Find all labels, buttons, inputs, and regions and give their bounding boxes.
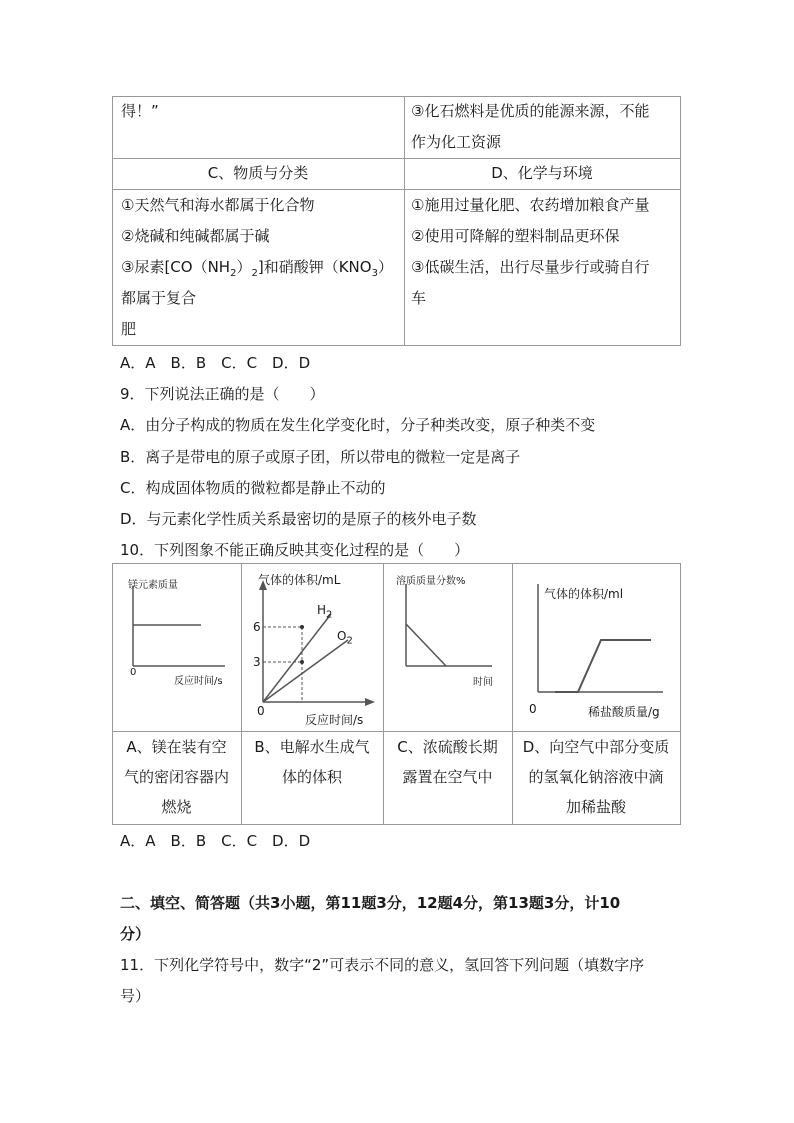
graph-d-line [555,640,651,692]
section2-heading: 二、填空、简答题（共3小题，第11题3分，12题4分，第13题3分，计10 [120,894,621,912]
section2-heading-cont: 分） [120,925,151,943]
c-item3: ③尿素$[CO(NH_2)_2]$和硝酸钾$(KNO_3)$ [121,258,393,279]
q10-options: A．A B．B C．C D．D [120,832,311,850]
q9-option-a: A．由分子构成的物质在发生化学变化时，分子种类改变，原子种类不变 [120,416,596,434]
d-item1: ①施用过量化肥、农药增加粮食产量 [411,196,650,214]
graph-d-ylabel: 气体的体积/ml [544,587,624,601]
q9-option-c: C．构成固体物质的微粒都是静止不动的 [120,479,386,497]
graph-b-h2-point [300,625,304,629]
caption-a: A、镁在装有空 气的密闭容器内 燃烧 [123,738,229,816]
d-item2: ②使用可降解的塑料制品更环保 [411,227,620,245]
graph-d-origin: 0 [529,702,537,716]
d-item3: ③低碳生活，出行尽量步行或骑自行 [411,258,650,276]
graph-a-origin: 0 [130,667,137,678]
graph-b-origin: 0 [257,704,265,718]
caption-c: C、浓硫酸长期 露置在空气中 [397,738,498,786]
q11-stem: 11．下列化学符号中，数字“2”可表示不同的意义，氢回答下列问题（填数字序 [120,956,645,974]
q11-stem-cont: 号） [120,987,151,1005]
q8-options: A．A B．B C．C D．D [120,354,311,372]
c-item1: ①天然气和海水都属于化合物 [121,196,315,214]
caption-b: B、电解水生成气 体的体积 [254,738,370,786]
graph-c-xlabel: 时间 [473,677,493,688]
graph-b-h2-label: $H_2$ [317,603,333,621]
graph-b-tick-6: 6 [253,620,261,634]
graph-b-o2-point [300,660,304,664]
caption-d: D、向空气中部分变质 的氢氧化钠溶液中滴 加稀盐酸 [522,738,670,816]
a-tail-text: 得！” [121,102,159,120]
q9-option-d: D．与元素化学性质关系最密切的是原子的核外电子数 [120,510,477,528]
graph-a-xlabel: 反应时间/s [174,676,223,687]
graph-b-o2-label: $O_2$ [337,629,353,647]
graph-c-svg [384,564,511,730]
graph-b-xlabel: 反应时间/s [305,713,364,727]
c-item3-cont2: 肥 [121,320,137,338]
graph-c-line [406,624,446,666]
graph-a-ylabel: 镁元素质量 [128,580,178,591]
graph-b-ylabel: 气体的体积/mL [258,573,341,587]
graph-c-ylabel: 溶质质量分数% [396,576,466,587]
d-item3-cont: 车 [411,289,427,307]
c-item2: ②烧碱和纯碱都属于碱 [121,227,270,245]
d-header: D、化学与环境 [491,164,593,182]
graph-b-tick-3: 3 [253,655,261,669]
b-item3: ③化石燃料是优质的能源来源，不能 [411,102,650,120]
graph-d-xlabel: 稀盐酸质量/g [588,705,660,719]
c-item3-cont: 都属于复合 [121,289,197,307]
b-item3-cont: 作为化工资源 [411,133,502,151]
q9-stem: 9．下列说法正确的是（ ） [120,385,325,403]
c-header: C、物质与分类 [207,164,309,182]
q10-stem: 10．下列图象不能正确反映其变化过程的是（ ） [120,541,470,559]
graph-b-o2-line [263,640,348,702]
q9-option-b: B．离子是带电的原子或原子团，所以带电的微粒一定是离子 [120,448,521,466]
